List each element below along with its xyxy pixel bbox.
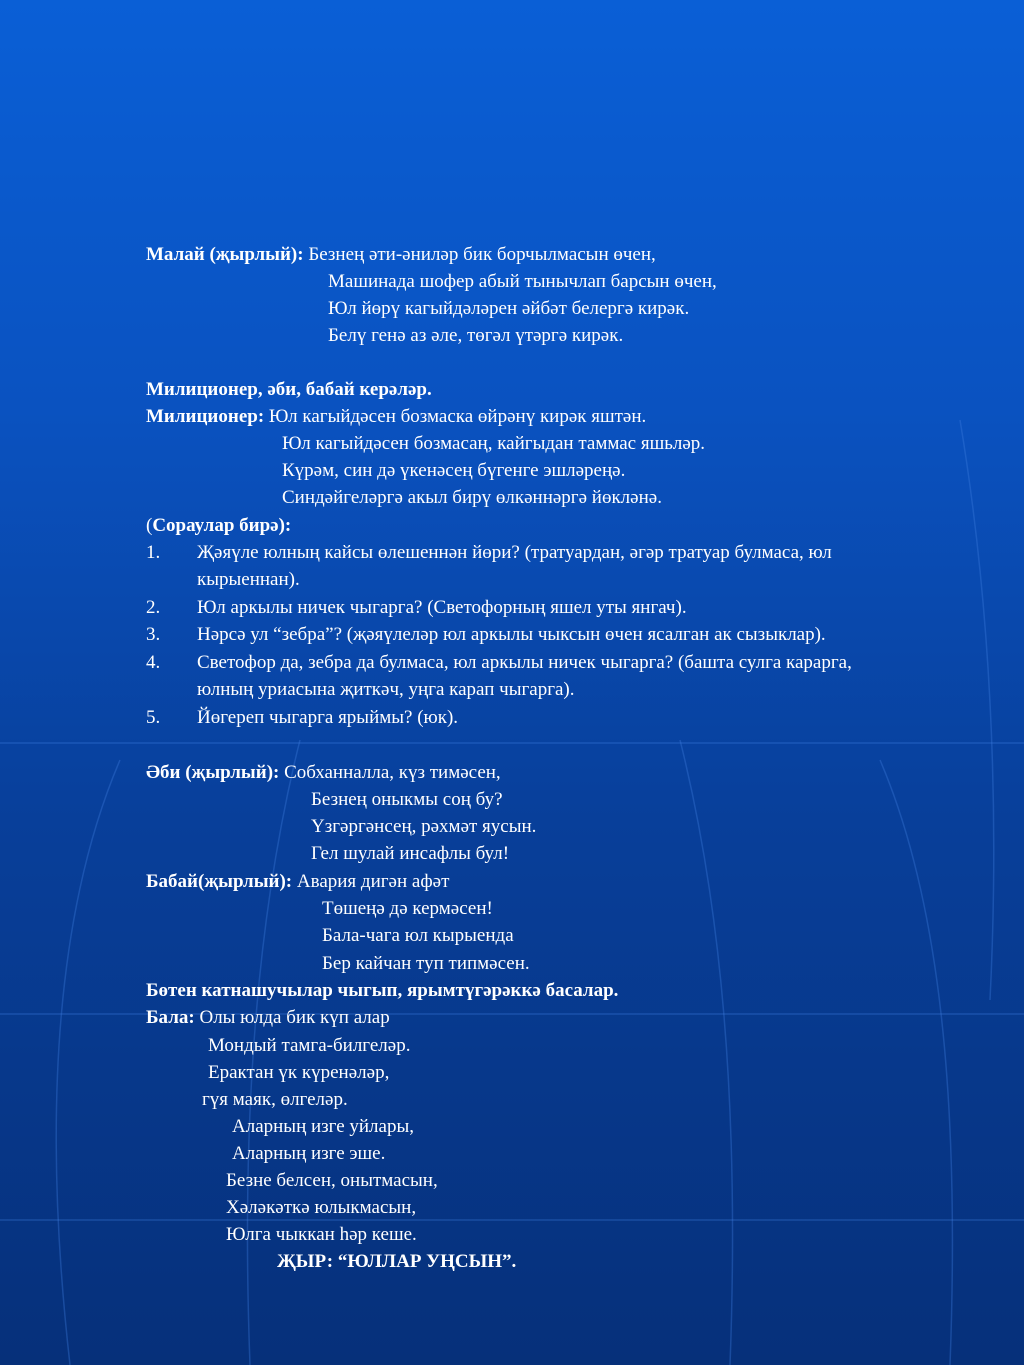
grandma-verse: Безнең оныкмы соң бу? — [311, 789, 503, 810]
question-text: Җәяүле юлның кайсы өлешеннән йөри? (тратуардан, әгәр тратуар булмаса, юл — [197, 542, 832, 563]
grandma-verse: Гел шулай инсафлы бул! — [311, 843, 510, 864]
song1-verse: Юл йөрү кагыйдәләрен әйбәт белергә кирәк. — [328, 298, 690, 319]
finale-song-title: ҖЫР: “ЮЛЛАР УҢСЫН”. — [277, 1251, 517, 1272]
grandma-verse: Собханналла, күз тимәсен, — [284, 762, 501, 783]
grandpa-line-1 — [146, 868, 449, 895]
grandpa-speaker: Бабай(җырлый): — [146, 871, 293, 892]
militia-speaker: Милиционер: — [146, 406, 265, 427]
question-text: Юл аркылы ничек чыгарга? (Светофорның яшел уты янгач). — [197, 597, 687, 618]
grandma-line-1 — [146, 759, 501, 786]
song1-line-1 — [146, 241, 656, 268]
child-verse: Ерактан үк күренәләр, — [208, 1062, 390, 1083]
question-number: 2. — [146, 597, 161, 618]
question-text: Нәрсә ул “зебра”? (җәяүлеләр юл аркылы чыксын өчен ясалган ак сызыклар). — [197, 624, 826, 645]
question-number: 3. — [146, 624, 161, 645]
stage-direction-enter: Милиционер, әби, бабай керәләр. — [146, 379, 432, 400]
question-number: 1. — [146, 542, 161, 563]
question-number: 4. — [146, 652, 161, 673]
militia-verse: Күрәм, син дә үкенәсең бүгенге эшләреңә. — [282, 460, 626, 481]
child-line-1 — [146, 1004, 390, 1031]
questions-title: Сораулар бирә): — [152, 515, 292, 536]
child-verse: Олы юлда бик күп алар — [199, 1007, 390, 1028]
grandma-speaker: Әби (җырлый): — [146, 762, 280, 783]
militia-verse: Синдәйгеләргә акыл бирү өлкәннәргә йөкләнә. — [282, 487, 662, 508]
child-verse: Аларның изге эше. — [232, 1143, 386, 1164]
questions-heading — [146, 512, 291, 539]
militia-verse: Юл кагыйдәсен бозмаска өйрәнү кирәк яштән. — [268, 406, 647, 427]
question-text-cont: юлның уриасына җиткәч, уңга карап чыгарга). — [197, 679, 575, 700]
song1-speaker: Малай (җырлый): — [146, 244, 304, 265]
grandpa-verse: Бала-чага юл кырыенда — [322, 925, 514, 946]
child-verse: Юлга чыккан һәр кеше. — [226, 1224, 417, 1245]
militia-line-1 — [146, 403, 646, 430]
question-text: Светофор да, зебра да булмаса, юл аркылы ничек чыгарга? (башта сулга карарга, — [197, 652, 852, 673]
child-verse: Аларның изге уйлары, — [232, 1116, 414, 1137]
grandpa-verse: Төшеңә дә кермәсен! — [322, 898, 493, 919]
stage-direction-semicircle: Бөтен катнашучылар чыгып, ярымтүгәрәккә басалар. — [146, 980, 619, 1001]
child-verse: гүя маяк, өлгеләр. — [202, 1089, 348, 1110]
grandpa-verse: Бер кайчан туп типмәсен. — [322, 953, 530, 974]
grandma-verse: Үзгәргәнсең, рәхмәт яусын. — [311, 816, 537, 837]
child-verse: Хәләкәткә юлыкмасын, — [226, 1197, 417, 1218]
question-text-cont: кырыеннан). — [197, 569, 300, 590]
child-speaker: Бала: — [146, 1007, 195, 1028]
child-verse: Мондый тамга-билгеләр. — [208, 1035, 411, 1056]
question-number: 5. — [146, 707, 161, 728]
grandpa-verse: Авария дигән афәт — [296, 871, 450, 892]
child-verse: Безне белсен, онытмасын, — [226, 1170, 438, 1191]
questions-paren: ( — [146, 515, 153, 536]
song1-verse: Белү генә аз әле, төгәл үтәргә кирәк. — [328, 325, 624, 346]
song1-verse: Безнең әти-әниләр бик борчылмасын өчен, — [308, 244, 656, 265]
militia-verse: Юл кагыйдәсен бозмасаң, кайгыдан таммас яшьләр. — [282, 433, 706, 454]
question-text: Йөгереп чыгарга ярыймы? (юк). — [197, 707, 459, 728]
song1-verse: Машинада шофер абый тынычлап барсын өчен, — [328, 271, 717, 292]
